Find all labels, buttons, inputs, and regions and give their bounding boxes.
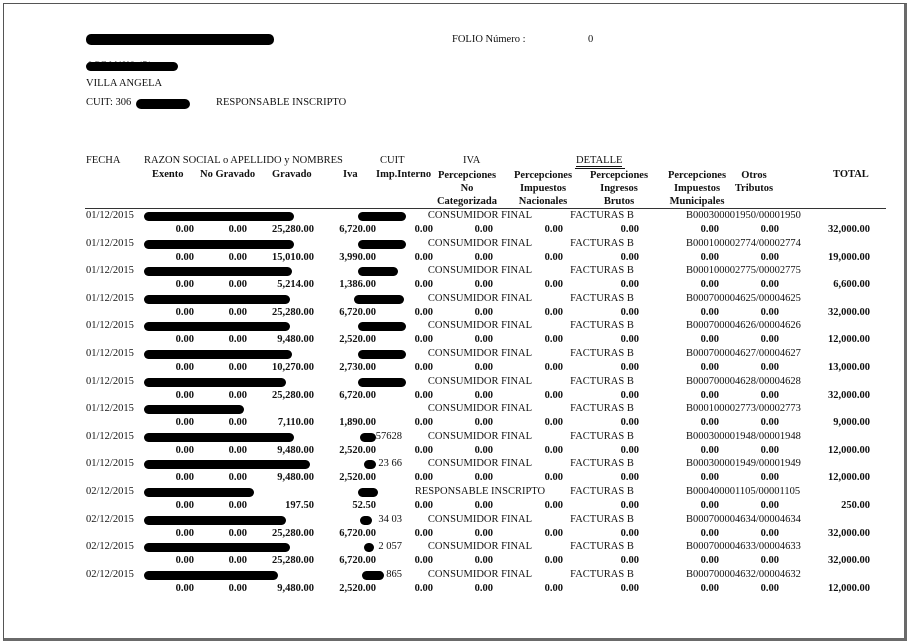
row-imp-interno: 0.00 [414,500,433,511]
row-cuit: 865 [386,568,402,580]
redaction-mark [364,543,374,552]
table-row [0,238,909,266]
row-perc-iibb: 0.00 [620,500,639,511]
row-perc-no-categorizada: 0.00 [474,224,493,235]
row-perc-municipales: 0.00 [700,527,719,539]
row-fecha: 01/12/2015 [86,348,134,359]
header-perc-municipales: Percepciones Impuestos Municipales [667,170,727,207]
header-gravado: Gravado [272,169,312,180]
row-gravado: 197.50 [285,500,314,511]
row-otros-tributos: 0.00 [760,555,779,567]
row-comprobante: B000100002773/00002773 [686,403,801,415]
row-condicion-iva: CONSUMIDOR FINAL [427,320,533,332]
redaction-mark [358,240,406,249]
row-exento: 0.00 [175,555,194,567]
redaction-mark [354,295,404,304]
row-gravado: 25,280.00 [272,527,314,539]
row-perc-no-categorizada: 0.00 [474,251,493,263]
row-imp-interno: 0.00 [414,306,433,318]
row-condicion-iva: CONSUMIDOR FINAL [427,568,533,580]
row-perc-nacionales: 0.00 [544,472,563,484]
row-perc-municipales: 0.00 [700,472,719,484]
row-total: 19,000.00 [828,251,870,263]
row-gravado: 25,280.00 [272,306,314,318]
row-gravado: 9,480.00 [277,334,314,346]
row-tipo-comprobante: FACTURAS B [570,513,634,525]
row-gravado: 25,280.00 [272,389,314,401]
redaction-mark [360,516,372,525]
row-total: 32,000.00 [828,224,870,235]
row-condicion-iva: CONSUMIDOR FINAL [427,210,533,221]
redaction-mark [144,267,292,276]
row-perc-no-categorizada: 0.00 [474,306,493,318]
table-row [0,265,909,293]
row-perc-no-categorizada: 0.00 [474,279,493,291]
row-tipo-comprobante: FACTURAS B [570,237,634,249]
row-cuit: 57628 [375,430,402,442]
row-perc-nacionales: 0.00 [544,417,563,429]
row-no-gravado: 0.00 [228,527,247,539]
row-total: 9,000.00 [833,417,870,429]
row-exento: 0.00 [175,389,194,401]
redaction-mark [144,322,290,331]
row-fecha: 02/12/2015 [86,513,134,525]
row-perc-no-categorizada: 0.00 [474,444,493,456]
row-condicion-iva: CONSUMIDOR FINAL [427,458,533,470]
row-condicion-iva: RESPONSABLE INSCRIPTO [414,486,546,497]
row-gravado: 7,110.00 [277,417,314,429]
row-fecha: 01/12/2015 [86,320,134,332]
row-total: 250.00 [841,500,870,511]
row-condicion-iva: CONSUMIDOR FINAL [427,541,533,553]
table-row [0,431,909,459]
row-condicion-iva: CONSUMIDOR FINAL [427,375,533,387]
row-otros-tributos: 0.00 [760,362,779,373]
row-iva-amount: 6,720.00 [339,389,376,401]
header-fecha: FECHA [86,155,121,166]
row-no-gravado: 0.00 [228,472,247,484]
row-fecha: 02/12/2015 [86,541,134,553]
redaction-mark [358,212,406,221]
row-perc-nacionales: 0.00 [544,224,563,235]
row-imp-interno: 0.00 [414,279,433,291]
table-row [0,541,909,569]
company-condition: RESPONSABLE INSCRIPTO [216,97,347,108]
row-perc-iibb: 0.00 [620,417,639,429]
row-perc-nacionales: 0.00 [544,389,563,401]
row-fecha: 01/12/2015 [86,210,134,221]
redaction-mark [360,433,376,442]
redaction-mark [144,460,310,469]
header-iva: IVA [463,155,481,166]
row-otros-tributos: 0.00 [760,417,779,429]
row-no-gravado: 0.00 [228,306,247,318]
row-cuit: 23 66 [378,458,402,470]
row-perc-nacionales: 0.00 [544,306,563,318]
folio-label: FOLIO Número : [452,34,526,45]
row-tipo-comprobante: FACTURAS B [570,458,634,470]
row-condicion-iva: CONSUMIDOR FINAL [427,348,533,359]
row-exento: 0.00 [175,306,194,318]
row-tipo-comprobante: FACTURAS B [570,348,634,359]
row-tipo-comprobante: FACTURAS B [570,430,634,442]
row-imp-interno: 0.00 [414,334,433,346]
row-total: 12,000.00 [828,472,870,484]
row-tipo-comprobante: FACTURAS B [570,486,634,497]
row-fecha: 01/12/2015 [86,292,134,304]
row-perc-nacionales: 0.00 [544,362,563,373]
row-iva-amount: 52.50 [352,500,376,511]
row-imp-interno: 0.00 [414,224,433,235]
row-perc-iibb: 0.00 [620,334,639,346]
header-detalle: DETALLE [576,155,623,166]
redaction-mark [86,34,274,45]
row-iva-amount: 6,720.00 [339,555,376,567]
row-perc-no-categorizada: 0.00 [474,472,493,484]
row-comprobante: B000700004625/00004625 [686,292,801,304]
row-fecha: 01/12/2015 [86,458,134,470]
row-otros-tributos: 0.00 [760,389,779,401]
table-row [0,486,909,514]
row-total: 32,000.00 [828,389,870,401]
row-perc-nacionales: 0.00 [544,555,563,567]
row-exento: 0.00 [175,500,194,511]
table-row [0,569,909,597]
row-perc-no-categorizada: 0.00 [474,555,493,567]
folio-value: 0 [588,34,594,45]
table-row [0,210,909,238]
row-comprobante: B000700004634/00004634 [686,513,801,525]
row-perc-iibb: 0.00 [620,306,639,318]
redaction-mark [144,571,278,580]
row-tipo-comprobante: FACTURAS B [570,292,634,304]
row-perc-iibb: 0.00 [620,444,639,456]
row-comprobante: B000100002774/00002774 [686,237,801,249]
table-row [0,403,909,431]
row-condicion-iva: CONSUMIDOR FINAL [427,265,533,277]
row-condicion-iva: CONSUMIDOR FINAL [427,237,533,249]
table-row [0,458,909,486]
row-no-gravado: 0.00 [228,224,247,235]
header-perc-nacionales: Percepciones Impuestos Nacionales [513,170,573,207]
row-perc-no-categorizada: 0.00 [474,389,493,401]
row-tipo-comprobante: FACTURAS B [570,541,634,553]
redaction-mark [358,488,378,497]
row-perc-nacionales: 0.00 [544,582,563,594]
row-no-gravado: 0.00 [228,500,247,511]
row-comprobante: B000700004633/00004633 [686,541,801,553]
row-iva-amount: 6,720.00 [339,306,376,318]
row-perc-municipales: 0.00 [700,417,719,429]
row-fecha: 01/12/2015 [86,375,134,387]
row-imp-interno: 0.00 [414,251,433,263]
header-imp-interno: Imp.Interno [376,169,432,180]
header-total: TOTAL [833,169,869,180]
header-perc-no-categorizada: Percepciones No Categorizada [436,170,498,207]
row-exento: 0.00 [175,224,194,235]
header-no-gravado: No Gravado [200,169,256,180]
redaction-mark [144,378,286,387]
row-no-gravado: 0.00 [228,444,247,456]
table-row [0,293,909,321]
header-razon-social: RAZON SOCIAL o APELLIDO y NOMBRES [144,155,343,166]
row-comprobante: B000100002775/00002775 [686,265,801,277]
row-no-gravado: 0.00 [228,251,247,263]
row-perc-municipales: 0.00 [700,279,719,291]
redaction-mark [358,378,406,387]
row-perc-iibb: 0.00 [620,582,639,594]
row-perc-iibb: 0.00 [620,224,639,235]
row-exento: 0.00 [175,362,194,373]
row-otros-tributos: 0.00 [760,251,779,263]
row-comprobante: B000700004628/00004628 [686,375,801,387]
redaction-mark [358,267,398,276]
row-imp-interno: 0.00 [414,444,433,456]
redaction-mark [358,322,406,331]
row-total: 6,600.00 [833,279,870,291]
row-perc-no-categorizada: 0.00 [474,527,493,539]
row-gravado: 25,280.00 [272,224,314,235]
row-perc-municipales: 0.00 [700,389,719,401]
row-gravado: 5,214.00 [277,279,314,291]
row-iva-amount: 6,720.00 [339,224,376,235]
row-comprobante: B000300001949/00001949 [686,458,801,470]
row-no-gravado: 0.00 [228,582,247,594]
row-tipo-comprobante: FACTURAS B [570,210,634,221]
company-city: VILLA ANGELA [86,78,163,89]
row-imp-interno: 0.00 [414,527,433,539]
header-cuit: CUIT [380,155,405,166]
row-gravado: 10,270.00 [272,362,314,373]
row-perc-no-categorizada: 0.00 [474,500,493,511]
redaction-mark [144,433,294,442]
row-perc-iibb: 0.00 [620,362,639,373]
row-no-gravado: 0.00 [228,389,247,401]
row-iva-amount: 2,520.00 [339,444,376,456]
row-exento: 0.00 [175,279,194,291]
row-perc-no-categorizada: 0.00 [474,417,493,429]
row-no-gravado: 0.00 [228,362,247,373]
row-condicion-iva: CONSUMIDOR FINAL [427,513,533,525]
row-total: 12,000.00 [828,582,870,594]
row-cuit: 34 03 [378,513,402,525]
row-perc-nacionales: 0.00 [544,500,563,511]
header-otros-tributos: Otros Tributos [734,170,774,194]
row-iva-amount: 2,520.00 [339,582,376,594]
table-row [0,514,909,542]
redaction-mark [364,460,376,469]
row-comprobante: B000300001948/00001948 [686,430,801,442]
header-iva-amount: Iva [343,169,358,180]
row-perc-nacionales: 0.00 [544,444,563,456]
company-cuit: CUIT: 306 [86,97,132,108]
row-perc-iibb: 0.00 [620,472,639,484]
redaction-mark [144,543,290,552]
row-comprobante: B000700004626/00004626 [686,320,801,332]
row-otros-tributos: 0.00 [760,527,779,539]
row-tipo-comprobante: FACTURAS B [570,320,634,332]
row-condicion-iva: CONSUMIDOR FINAL [427,292,533,304]
row-imp-interno: 0.00 [414,417,433,429]
row-exento: 0.00 [175,444,194,456]
row-perc-iibb: 0.00 [620,555,639,567]
row-no-gravado: 0.00 [228,417,247,429]
row-perc-nacionales: 0.00 [544,527,563,539]
row-perc-municipales: 0.00 [700,444,719,456]
row-total: 32,000.00 [828,306,870,318]
redaction-mark [144,212,294,221]
row-iva-amount: 3,990.00 [339,251,376,263]
row-gravado: 9,480.00 [277,582,314,594]
redaction-mark [144,488,254,497]
row-imp-interno: 0.00 [414,555,433,567]
row-otros-tributos: 0.00 [760,582,779,594]
row-total: 12,000.00 [828,334,870,346]
row-perc-nacionales: 0.00 [544,251,563,263]
row-otros-tributos: 0.00 [760,500,779,511]
row-comprobante: B000400001105/00001105 [686,486,801,497]
row-tipo-comprobante: FACTURAS B [570,375,634,387]
row-otros-tributos: 0.00 [760,444,779,456]
row-otros-tributos: 0.00 [760,224,779,235]
row-perc-municipales: 0.00 [700,334,719,346]
row-gravado: 15,010.00 [272,251,314,263]
table-row [0,376,909,404]
redaction-mark [144,350,292,359]
row-total: 32,000.00 [828,527,870,539]
row-iva-amount: 1,386.00 [339,279,376,291]
redaction-mark [144,405,244,414]
row-tipo-comprobante: FACTURAS B [570,568,634,580]
row-perc-municipales: 0.00 [700,555,719,567]
row-exento: 0.00 [175,251,194,263]
row-fecha: 02/12/2015 [86,568,134,580]
row-iva-amount: 2,730.00 [339,362,376,373]
row-condicion-iva: CONSUMIDOR FINAL [427,403,533,415]
row-perc-nacionales: 0.00 [544,279,563,291]
row-perc-municipales: 0.00 [700,224,719,235]
row-otros-tributos: 0.00 [760,279,779,291]
redaction-mark [144,295,290,304]
row-condicion-iva: CONSUMIDOR FINAL [427,430,533,442]
row-exento: 0.00 [175,527,194,539]
table-row [0,348,909,376]
row-imp-interno: 0.00 [414,582,433,594]
row-imp-interno: 0.00 [414,472,433,484]
row-tipo-comprobante: FACTURAS B [570,265,634,277]
row-perc-iibb: 0.00 [620,389,639,401]
row-perc-no-categorizada: 0.00 [474,582,493,594]
row-comprobante: B000300001950/00001950 [686,210,801,221]
row-comprobante: B000700004632/00004632 [686,568,801,580]
row-exento: 0.00 [175,417,194,429]
row-fecha: 02/12/2015 [86,486,134,497]
row-total: 32,000.00 [828,555,870,567]
row-no-gravado: 0.00 [228,279,247,291]
row-total: 13,000.00 [828,362,870,373]
row-perc-municipales: 0.00 [700,306,719,318]
row-perc-municipales: 0.00 [700,500,719,511]
row-perc-no-categorizada: 0.00 [474,362,493,373]
row-fecha: 01/12/2015 [86,403,134,415]
row-tipo-comprobante: FACTURAS B [570,403,634,415]
row-perc-nacionales: 0.00 [544,334,563,346]
row-otros-tributos: 0.00 [760,334,779,346]
redaction-mark [86,62,178,71]
row-iva-amount: 1,890.00 [339,417,376,429]
row-perc-municipales: 0.00 [700,362,719,373]
row-fecha: 01/12/2015 [86,237,134,249]
table-row [0,320,909,348]
row-iva-amount: 6,720.00 [339,527,376,539]
row-iva-amount: 2,520.00 [339,334,376,346]
row-gravado: 25,280.00 [272,555,314,567]
row-perc-iibb: 0.00 [620,527,639,539]
row-no-gravado: 0.00 [228,555,247,567]
redaction-mark [144,516,286,525]
row-perc-municipales: 0.00 [700,251,719,263]
row-perc-iibb: 0.00 [620,251,639,263]
row-exento: 0.00 [175,582,194,594]
row-cuit: 2 057 [378,541,402,553]
row-otros-tributos: 0.00 [760,472,779,484]
row-perc-iibb: 0.00 [620,279,639,291]
row-exento: 0.00 [175,472,194,484]
row-total: 12,000.00 [828,444,870,456]
row-imp-interno: 0.00 [414,362,433,373]
row-imp-interno: 0.00 [414,389,433,401]
header-perc-iibb: Percepciones Ingresos Brutos [589,170,649,207]
row-perc-no-categorizada: 0.00 [474,334,493,346]
redaction-mark [358,350,406,359]
row-perc-municipales: 0.00 [700,582,719,594]
row-gravado: 9,480.00 [277,472,314,484]
row-fecha: 01/12/2015 [86,265,134,277]
row-comprobante: B000700004627/00004627 [686,348,801,359]
row-otros-tributos: 0.00 [760,306,779,318]
row-iva-amount: 2,520.00 [339,472,376,484]
row-gravado: 9,480.00 [277,444,314,456]
header-separator [85,208,886,209]
redaction-mark [362,571,384,580]
header-exento: Exento [152,169,184,180]
row-no-gravado: 0.00 [228,334,247,346]
redaction-mark [136,99,190,109]
row-fecha: 01/12/2015 [86,430,134,442]
redaction-mark [144,240,294,249]
row-exento: 0.00 [175,334,194,346]
